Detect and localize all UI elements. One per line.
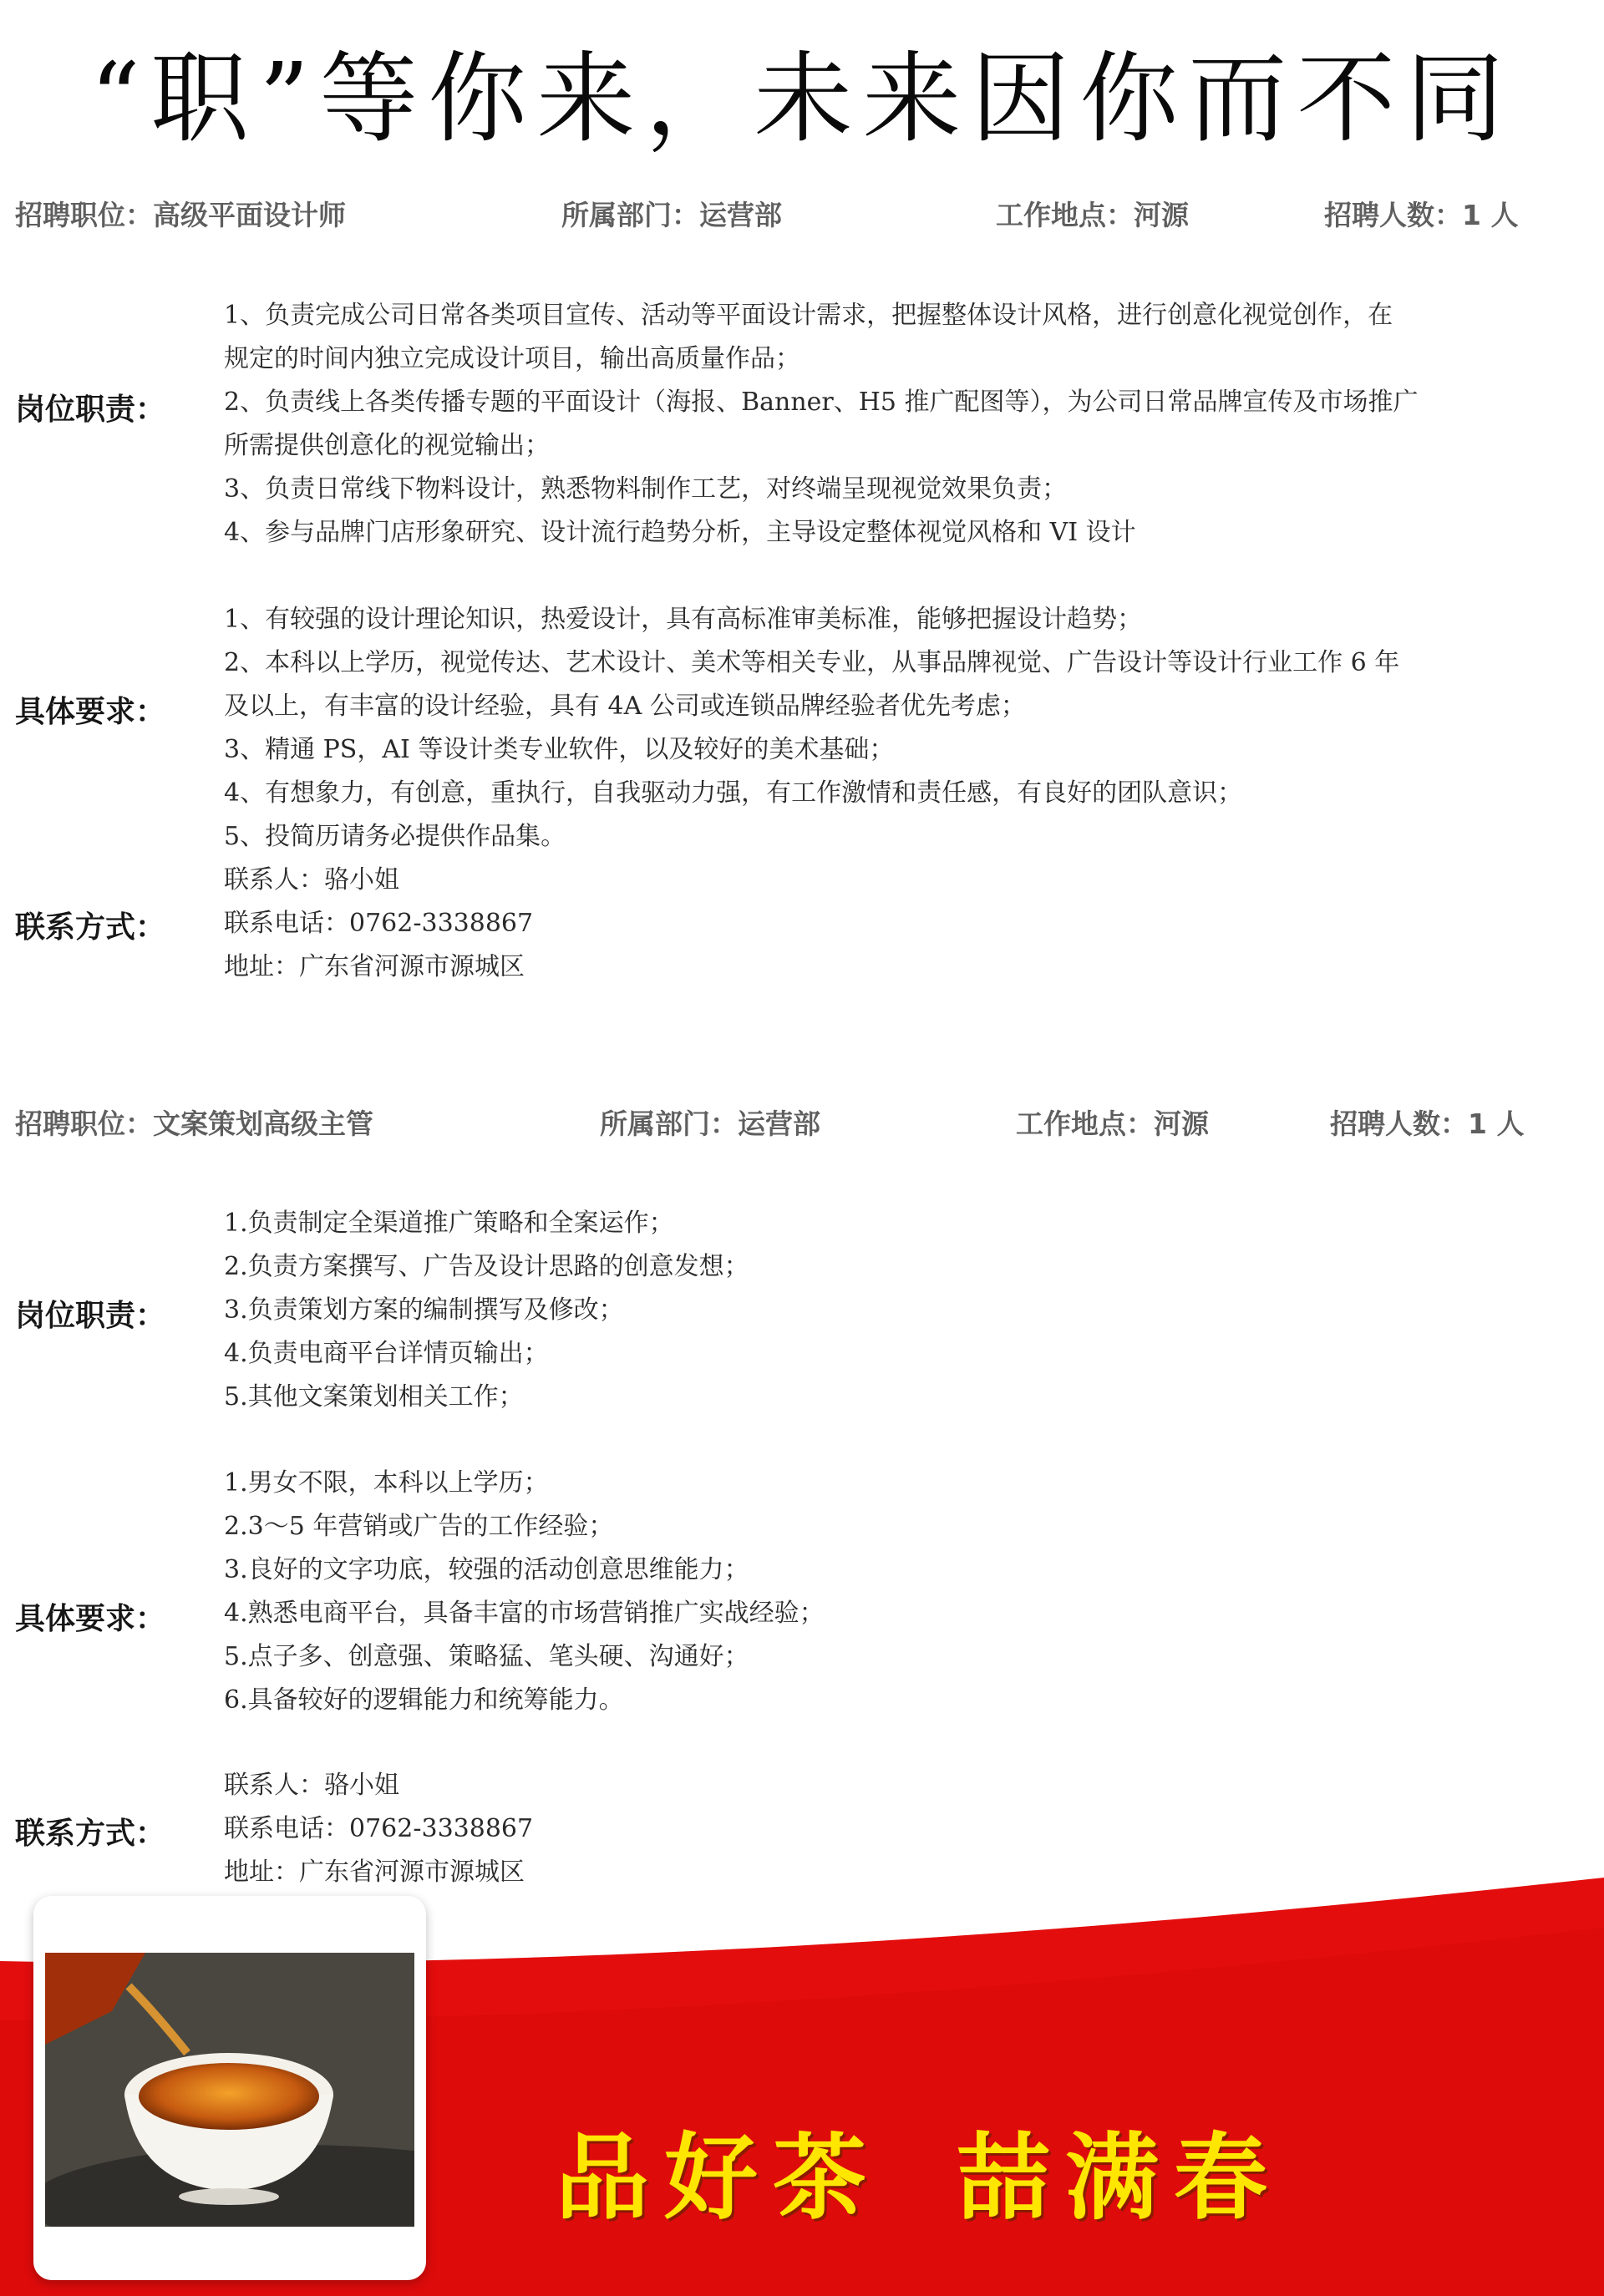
contact-heading: 联系方式： [15, 1817, 166, 1851]
job-posting-1 [0, 185, 1604, 1012]
requirements-list [224, 1462, 1591, 1722]
list-item: 3.负责策划方案的编制撰写及修改； [224, 1295, 624, 1325]
list-item: 3、负责日常线下物料设计，熟悉物料制作工艺，对终端呈现视觉效果负责； [224, 474, 1068, 504]
contact-person: 联系人：骆小姐 [224, 865, 399, 895]
job-info-bar [0, 185, 1604, 237]
job-department: 所属部门：运营部 [600, 1107, 820, 1140]
tea-photo-frame [33, 1896, 426, 2280]
requirements-list [224, 598, 1591, 859]
list-item: 规定的时间内独立完成设计项目，输出高质量作品； [224, 344, 800, 373]
list-item: 1、有较强的设计理论知识，热爱设计，具有高标准审美标准，能够把握设计趋势； [224, 605, 1143, 634]
list-item: 1.负责制定全渠道推广策略和全案运作； [224, 1209, 674, 1238]
slogan-right: 喆满春 [957, 2124, 1282, 2233]
contact-person: 联系人：骆小姐 [224, 1771, 399, 1800]
list-item: 2.3～5 年营销或广告的工作经验； [224, 1512, 614, 1541]
contact-list [224, 859, 1591, 989]
list-item: 4.熟悉电商平台，具备丰富的市场营销推广实战经验； [224, 1599, 825, 1628]
list-item: 2、负责线上各类传播专题的平面设计（海报、Banner、H5 推广配图等），为公司日常品牌宣传及市场推广 [224, 388, 1419, 417]
list-item: 2.负责方案撰写、广告及设计思路的创意发想； [224, 1252, 749, 1281]
list-item: 4.负责电商平台详情页输出； [224, 1339, 549, 1368]
job-posting-2 [0, 1094, 1604, 1896]
job-info-bar [0, 1094, 1604, 1146]
tea-cup-photo-icon [45, 1953, 414, 2227]
list-item: 4、有想象力，有创意，重执行，自我驱动力强，有工作激情和责任感，有良好的团队意识； [224, 778, 1243, 808]
duties-heading: 岗位职责： [15, 393, 166, 427]
list-item: 6.具备较好的逻辑能力和统筹能力。 [224, 1685, 624, 1715]
job-headcount: 招聘人数：1 人 [1330, 1107, 1525, 1140]
requirements-heading: 具体要求： [15, 695, 166, 729]
slogan-left: 品好茶 [556, 2124, 881, 2233]
list-item: 所需提供创意化的视觉输出； [224, 431, 550, 460]
page-headline: “职”等你来，未来因你而不同 [89, 41, 1515, 156]
list-item: 1、负责完成公司日常各类项目宣传、活动等平面设计需求，把握整体设计风格，进行创意化视觉创作，在 [224, 301, 1393, 330]
list-item: 5.点子多、创意强、策略猛、笔头硬、沟通好； [224, 1642, 749, 1671]
list-item: 5、投简历请务必提供作品集。 [224, 822, 566, 851]
contact-phone: 联系电话：0762-3338867 [224, 909, 534, 938]
duties-list [224, 294, 1591, 555]
contact-heading: 联系方式： [15, 910, 166, 945]
slogan [556, 2103, 1282, 2238]
job-department: 所属部门：运营部 [561, 199, 782, 231]
job-title: 招聘职位：文案策划高级主管 [15, 1107, 373, 1140]
contact-address: 地址：广东省河源市源城区 [224, 952, 525, 981]
job-location: 工作地点：河源 [996, 199, 1189, 231]
job-headcount: 招聘人数：1 人 [1324, 199, 1519, 231]
list-item: 1.男女不限，本科以上学历； [224, 1468, 549, 1498]
duties-list [224, 1202, 1591, 1419]
requirements-heading: 具体要求： [15, 1602, 166, 1636]
list-item: 4、参与品牌门店形象研究、设计流行趋势分析，主导设定整体视觉风格和 VI 设计 [224, 518, 1136, 547]
duties-heading: 岗位职责： [15, 1299, 166, 1333]
list-item: 3.良好的文字功底，较强的活动创意思维能力； [224, 1555, 749, 1584]
contact-phone: 联系电话：0762-3338867 [224, 1814, 534, 1843]
list-item: 及以上，有丰富的设计经验，具有 4A 公司或连锁品牌经验者优先考虑； [224, 692, 1026, 721]
list-item: 3、精通 PS，AI 等设计类专业软件，以及较好的美术基础； [224, 735, 895, 764]
contact-address: 地址：广东省河源市源城区 [224, 1858, 525, 1887]
list-item: 5.其他文案策划相关工作； [224, 1382, 524, 1412]
job-location: 工作地点：河源 [1016, 1107, 1209, 1140]
list-item: 2、本科以上学历，视觉传达、艺术设计、美术等相关专业，从事品牌视觉、广告设计等设计行业工作 6 年 [224, 648, 1400, 677]
job-title: 招聘职位：高级平面设计师 [15, 199, 346, 231]
